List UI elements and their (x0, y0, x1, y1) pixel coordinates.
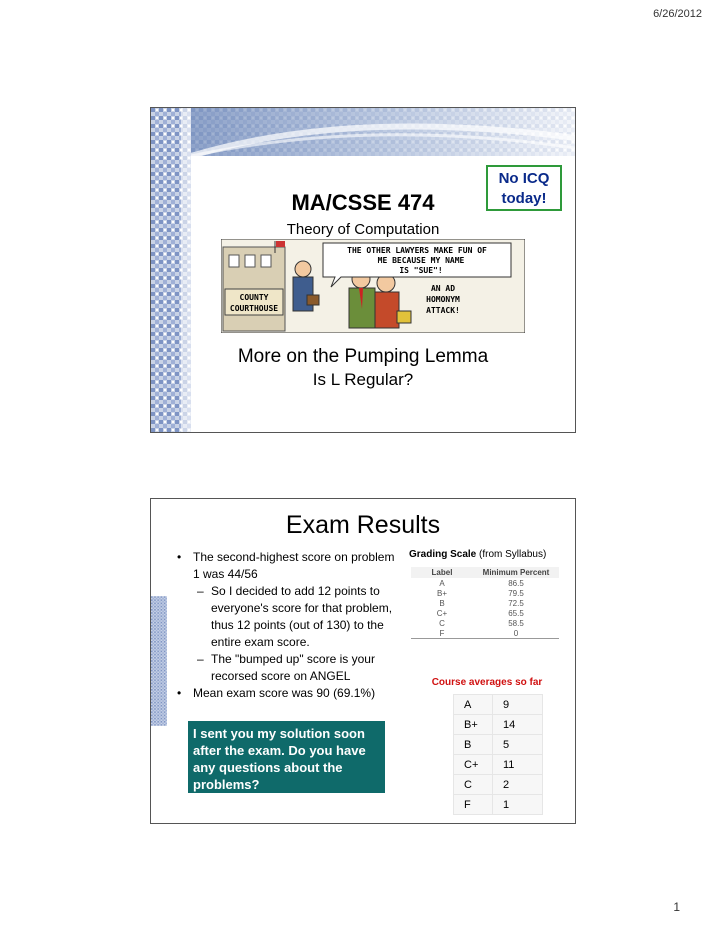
column-header: Minimum Percent (473, 567, 559, 578)
topic-line-2: Is L Regular? (312, 370, 414, 389)
course-subtitle: Theory of Computation (286, 221, 440, 238)
count-cell: 1 (493, 795, 543, 815)
grade-label: C+ (436, 608, 448, 618)
sign-line-1: COUNTY (239, 293, 269, 302)
speech-line-2: ME BECAUSE MY NAME (377, 256, 465, 265)
count-cell: 2 (493, 775, 543, 795)
count-cell: 14 (493, 715, 543, 735)
grade-minimum: 79.5 (508, 588, 524, 598)
bullet-list (171, 549, 401, 702)
table-row (411, 608, 559, 618)
column-header: Label (411, 567, 473, 578)
note-line-1: No ICQ (498, 170, 550, 187)
grading-scale-table (411, 567, 559, 639)
reply-line-2: HOMONYM (426, 295, 460, 304)
count-cell: 5 (493, 735, 543, 755)
speech-line-3: IS "SUE"! (399, 266, 443, 275)
grade-cell: F (454, 795, 493, 815)
slide-title: Exam Results (285, 511, 441, 539)
speech-line-1: THE OTHER LAWYERS MAKE FUN OF (347, 246, 487, 255)
sub-bullet-item: – So I decided to add 12 points to everyone's score for that problem, thus 12 points (out of 130) to the entire exam score. (171, 583, 401, 651)
page-number: 1 (673, 900, 680, 914)
grade-minimum: 72.5 (508, 598, 524, 608)
table-row (411, 598, 559, 608)
topic-line-1: More on the Pumping Lemma (237, 346, 489, 367)
course-title: MA/CSSE 474 (291, 190, 435, 215)
header-date: 6/26/2012 (653, 8, 702, 20)
grade-label: B (439, 598, 445, 608)
grade-minimum: 0 (473, 628, 559, 639)
slide-2 (150, 498, 576, 824)
grading-scale-source: (from Syllabus) (479, 549, 547, 560)
decorative-mosaic-top (151, 108, 575, 156)
grade-cell: B (454, 735, 493, 755)
table-row (454, 755, 543, 775)
sign-line-2: COURTHOUSE (229, 304, 279, 313)
grading-scale-heading: Grading Scale (409, 549, 477, 560)
grading-scale (409, 549, 565, 639)
grade-minimum: 65.5 (508, 608, 524, 618)
reply-line-1: AN AD (430, 284, 456, 293)
bullet-item: • The second-highest score on problem 1 was 44/56 (171, 549, 401, 583)
note-line-2: today! (501, 190, 547, 207)
grade-cell: B+ (454, 715, 493, 735)
cartoon-illustration (221, 239, 525, 333)
grade-minimum: 86.5 (508, 578, 524, 588)
table-row (411, 578, 559, 588)
grade-cell: C+ (454, 755, 493, 775)
course-averages-title: Course averages so far (431, 677, 543, 688)
course-averages-table (453, 694, 543, 815)
slide-1 (150, 107, 576, 433)
table-row (454, 695, 543, 715)
grade-minimum: 58.5 (508, 618, 524, 628)
sub-bullet-item: – The "bumped up" score is your recorsed score on ANGEL (171, 651, 401, 685)
grade-label: A (439, 578, 445, 588)
table-row (454, 775, 543, 795)
grade-label: C (439, 618, 445, 628)
table-row (411, 628, 559, 639)
table-row (411, 618, 559, 628)
table-row (454, 795, 543, 815)
grade-cell: A (454, 695, 493, 715)
grade-label: B+ (436, 588, 447, 598)
bullet-item: • Mean exam score was 90 (69.1%) (171, 685, 401, 702)
reply-line-3: ATTACK! (426, 306, 460, 315)
questions-callout: I sent you my solution soon after the exam. Do you have any questions about the problems? (188, 721, 385, 793)
table-row (454, 735, 543, 755)
count-cell: 11 (493, 755, 543, 775)
table-row (454, 715, 543, 735)
grade-cell: C (454, 775, 493, 795)
decorative-mosaic-left (151, 499, 167, 823)
grade-label: F (411, 628, 473, 639)
table-row (411, 588, 559, 598)
count-cell: 9 (493, 695, 543, 715)
